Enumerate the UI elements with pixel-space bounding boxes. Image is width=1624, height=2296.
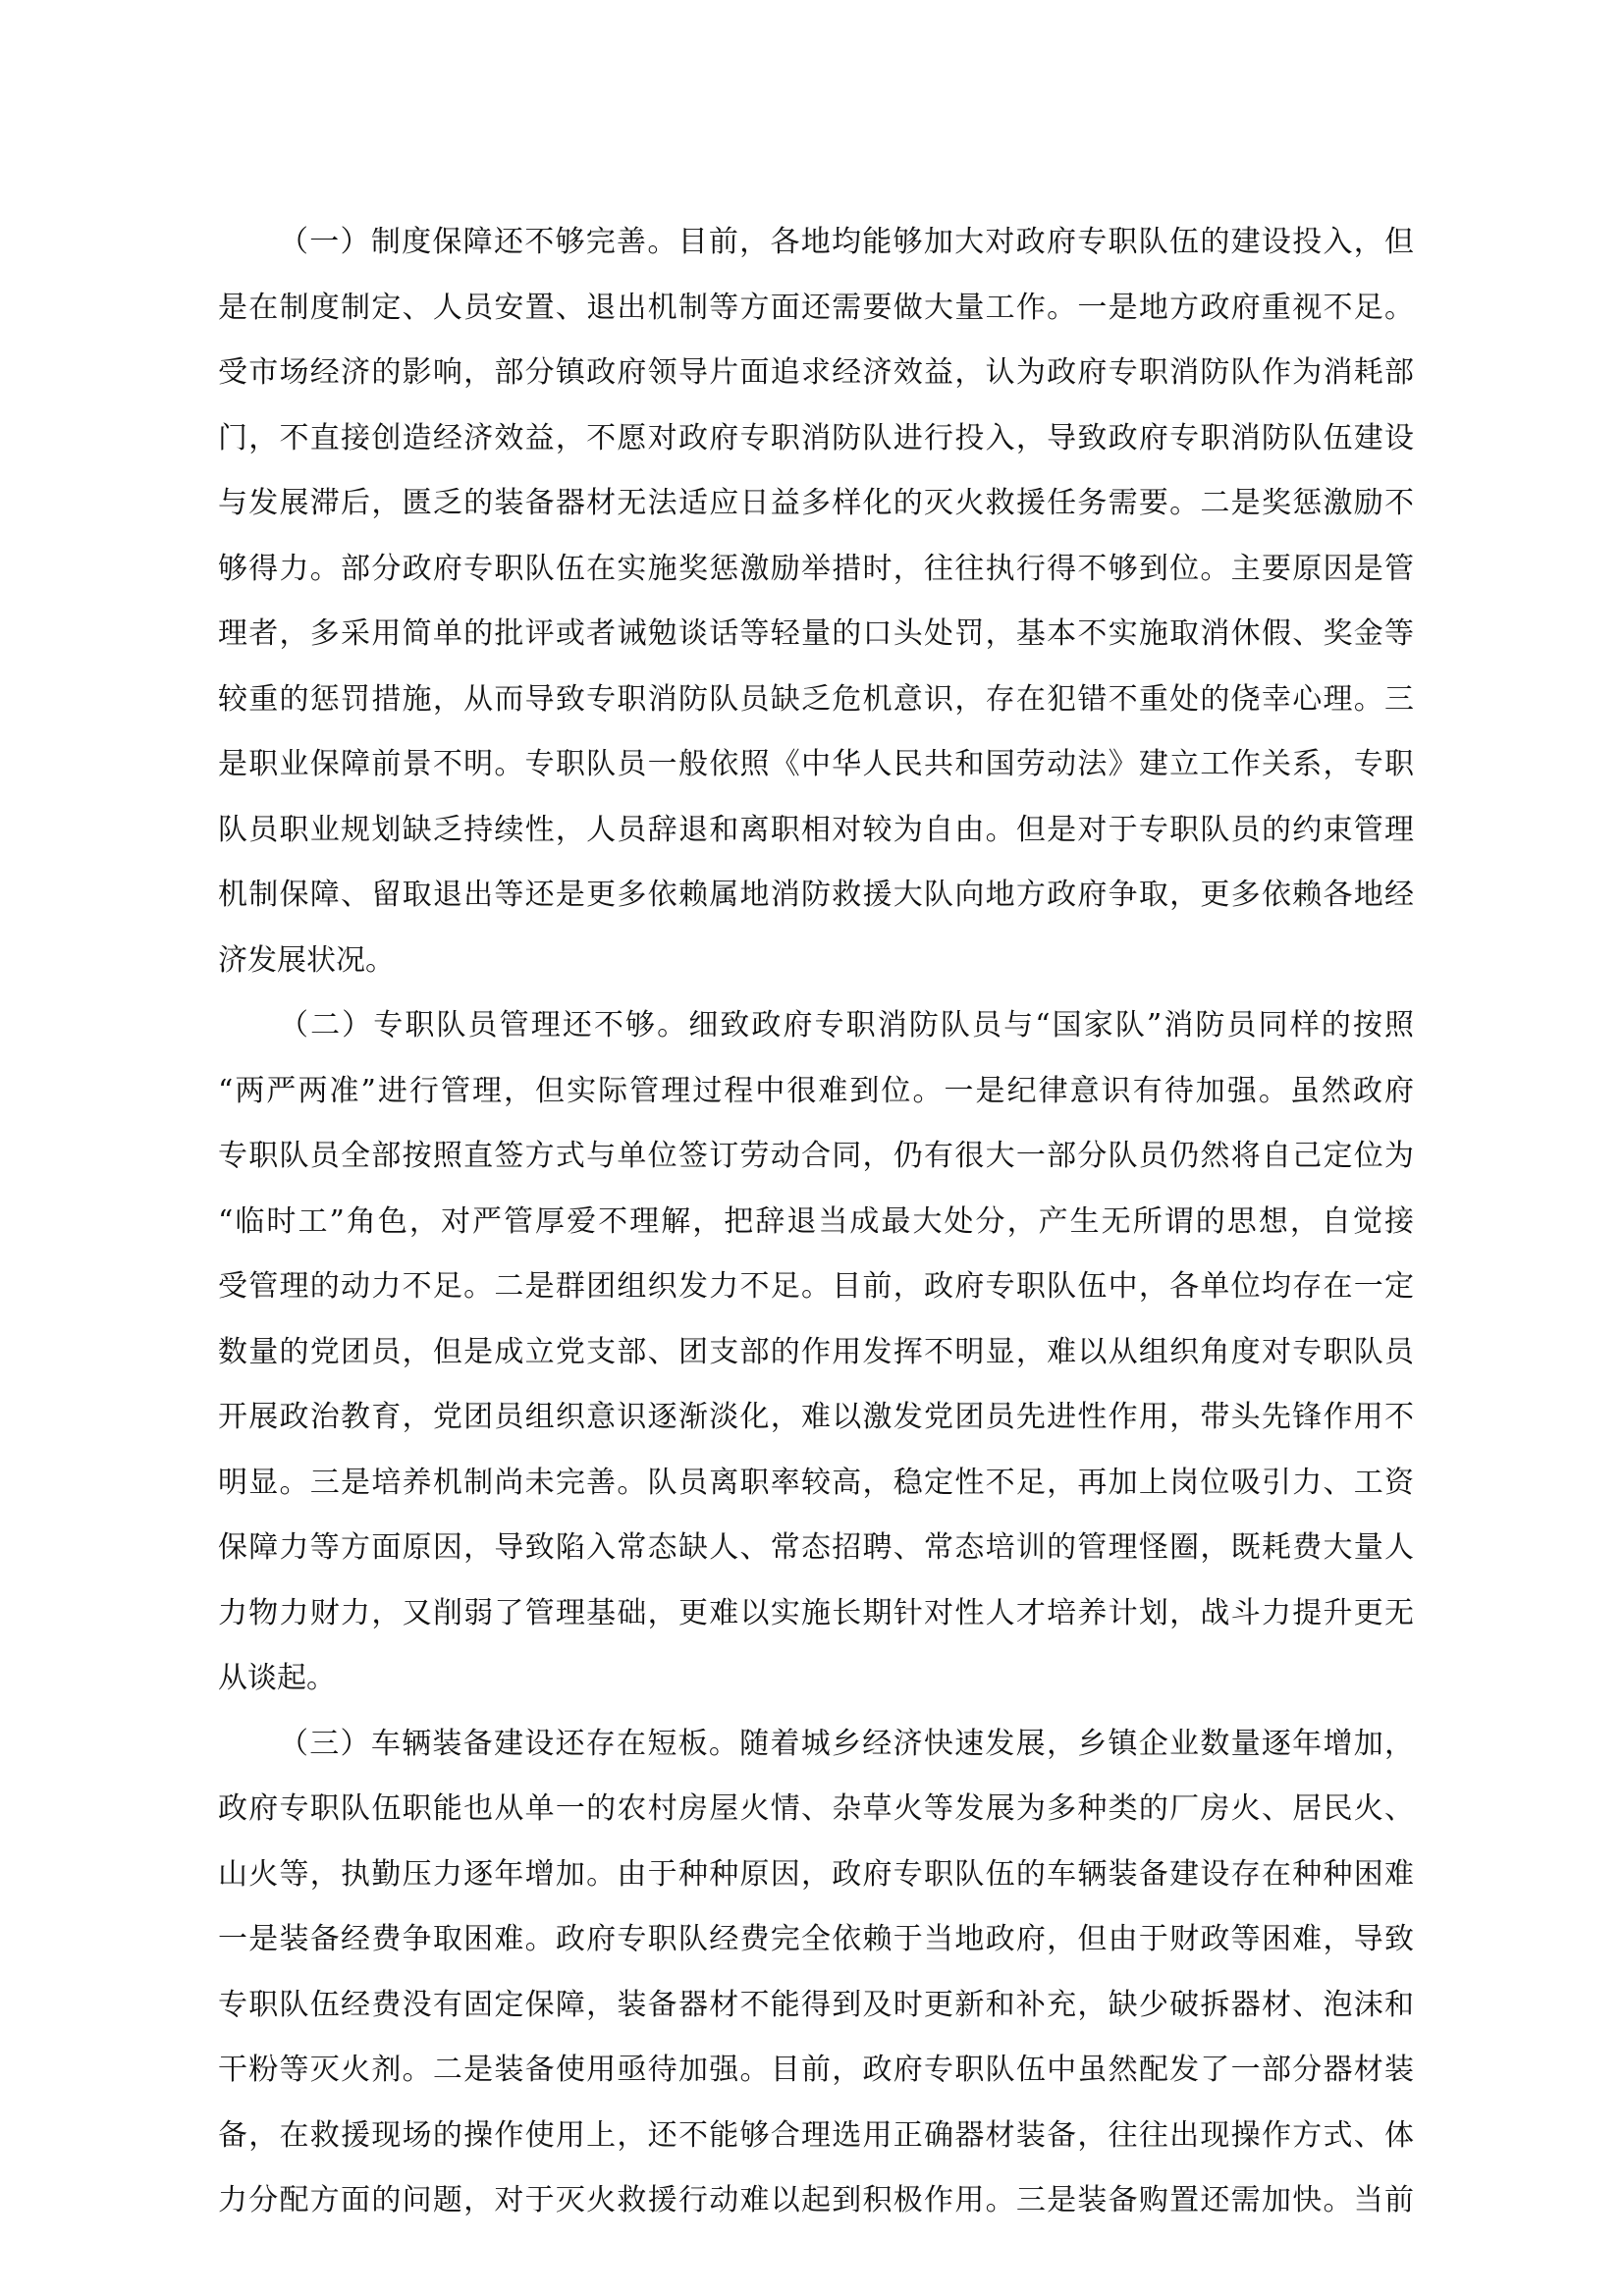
text-line: 山火等，执勤压力逐年增加。由于种种原因，政府专职队伍的车辆装备建设存在种种困难: [218, 1856, 1414, 1892]
text-line: 从谈起。: [218, 1661, 336, 1695]
text-line: 门，不直接创造经济效益，不愿对政府专职消防队进行投入，导致政府专职消防队伍建设: [218, 420, 1414, 455]
text-line: 专职队伍经费没有固定保障，装备器材不能得到及时更新和补充，缺少破拆器材、泡沫和: [218, 1987, 1414, 2022]
text-line: 备，在救援现场的操作使用上，还不能够合理选用正确器材装备，往往出现操作方式、体: [218, 2117, 1414, 2153]
text-line: 受管理的动力不足。二是群团组织发力不足。目前，政府专职队伍中，各单位均存在一定: [218, 1269, 1414, 1304]
text-line: 保障力等方面原因，导致陷入常态缺人、常态招聘、常态培训的管理怪圈，既耗费大量人: [218, 1530, 1414, 1565]
text-line: 受市场经济的影响，部分镇政府领导片面追求经济效益，认为政府专职消防队作为消耗部: [218, 355, 1414, 390]
text-line: 力分配方面的问题，对于灭火救援行动难以起到积极作用。三是装备购置还需加快。当前: [218, 2183, 1414, 2217]
text-line: 专职队员全部按照直签方式与单位签订劳动合同，仍有很大一部分队员仍然将自己定位为: [218, 1139, 1414, 1173]
text-line: （一）制度保障还不够完善。目前，各地均能够加大对政府专职队伍的建设投入，但: [279, 225, 1414, 259]
paragraph: [218, 993, 1414, 1712]
text-line: 与发展滞后，匮乏的装备器材无法适应日益多样化的灭火救援任务需要。二是奖惩激励不: [218, 486, 1414, 520]
text-line: 干粉等灭火剂。二是装备使用亟待加强。目前，政府专职队伍中虽然配发了一部分器材装: [218, 2053, 1414, 2087]
paragraph: [218, 210, 1414, 993]
text-line: 一是装备经费争取困难。政府专职队经费完全依赖于当地政府，但由于财政等困难，导致: [218, 1922, 1414, 1956]
text-line: 济发展状况。: [218, 942, 395, 978]
text-line: 队员职业规划缺乏持续性，人员辞退和离职相对较为自由。但是对于专职队员的约束管理: [218, 812, 1414, 847]
text-line: 力物力财力，又削弱了管理基础，更难以实施长期针对性人才培养计划，战斗力提升更无: [218, 1595, 1414, 1630]
text-line: （三）车辆装备建设还存在短板。随着城乡经济快速发展，乡镇企业数量逐年增加，: [279, 1726, 1414, 1761]
document-page: [218, 210, 1414, 2234]
text-line: “两严两准”进行管理，但实际管理过程中很难到位。一是纪律意识有待加强。虽然政府: [218, 1073, 1414, 1108]
text-line: （二）专职队员管理还不够。细致政府专职消防队员与“国家队”消防员同样的按照: [279, 1008, 1414, 1042]
text-line: 理者，多采用简单的批评或者诫勉谈话等轻量的口头处罚，基本不实施取消休假、奖金等: [218, 616, 1414, 651]
text-line: 机制保障、留取退出等还是更多依赖属地消防救援大队向地方政府争取，更多依赖各地经: [218, 878, 1414, 912]
text-line: 开展政治教育，党团员组织意识逐渐淡化，难以激发党团员先进性作用，带头先锋作用不: [218, 1400, 1414, 1434]
text-line: 够得力。部分政府专职队伍在实施奖惩激励举措时，往往执行得不够到位。主要原因是管: [218, 551, 1414, 586]
text-line: 明显。三是培养机制尚未完善。队员离职率较高，稳定性不足，再加上岗位吸引力、工资: [218, 1465, 1414, 1500]
text-line: “临时工”角色，对严管厚爱不理解，把辞退当成最大处分，产生无所谓的思想，自觉接: [218, 1203, 1414, 1239]
paragraph: [218, 1712, 1414, 2234]
text-line: 较重的惩罚措施，从而导致专职消防队员缺乏危机意识，存在犯错不重处的侥幸心理。三: [218, 681, 1414, 717]
text-line: 是职业保障前景不明。专职队员一般依照《中华人民共和国劳动法》建立工作关系，专职: [218, 747, 1414, 781]
text-line: 政府专职队伍职能也从单一的农村房屋火情、杂草火等发展为多种类的厂房火、居民火、: [218, 1791, 1414, 1826]
text-line: 数量的党团员，但是成立党支部、团支部的作用发挥不明显，难以从组织角度对专职队员: [218, 1334, 1414, 1369]
text-line: 是在制度制定、人员安置、退出机制等方面还需要做大量工作。一是地方政府重视不足。: [218, 290, 1414, 325]
